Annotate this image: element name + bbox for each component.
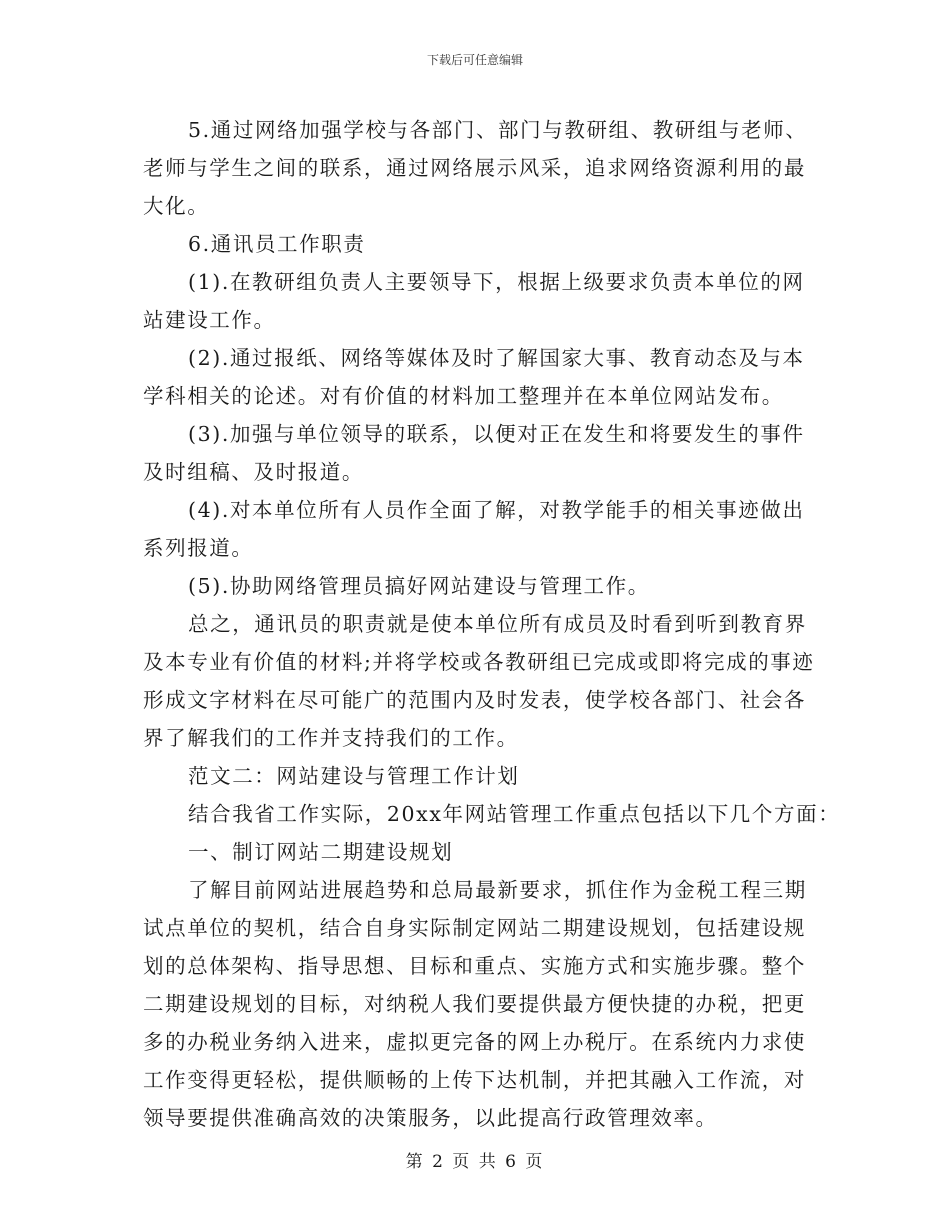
duty-1-line-1: (1).在教研组负责人主要领导下，根据上级要求负责本单位的网 [188,270,805,294]
intro-line-1: 结合我省工作实际，20xx年网站管理工作重点包括以下几个方面： [188,802,841,826]
duty-4-line-2: 系列报道。 [143,536,254,560]
section-1-heading: 一、制订网站二期建设规划 [188,840,454,864]
sample-2-title: 范文二：网站建设与管理工作计划 [188,764,520,788]
plan-line-1: 了解目前网站进展趋势和总局最新要求，抓住作为金税工程三期 [188,878,807,902]
paragraph-5-line-1: 5.通过网络加强学校与各部门、部门与教研组、教研组与老师、 [188,118,808,142]
duty-3-line-1: (3).加强与单位领导的联系，以便对正在发生和将要发生的事件 [188,422,805,446]
summary-line-2: 及本专业有价值的材料;并将学校或各教研组已完成或即将完成的事迹 [143,650,815,674]
document-body [143,111,841,1137]
plan-line-7: 领导要提供准确高效的决策服务，以此提高行政管理效率。 [143,1106,718,1130]
duty-2-line-2: 学科相关的论述。对有价值的材料加工整理并在本单位网站发布。 [143,384,784,408]
plan-line-2: 试点单位的契机，结合自身实际制定网站二期建设规划，包括建设规 [143,916,806,940]
duty-3-line-2: 及时组稿、及时报道。 [143,460,364,484]
summary-line-4: 界了解我们的工作并支持我们的工作。 [143,726,519,750]
section-6-heading: 6.通讯员工作职责 [188,232,366,256]
plan-line-3: 划的总体架构、指导思想、目标和重点、实施方式和实施步骤。整个 [143,954,806,978]
duty-1-line-2: 站建设工作。 [143,308,276,332]
duty-5-line-1: (5).协助网络管理员搞好网站建设与管理工作。 [188,574,650,598]
page-number-footer: 第 2 页 共 6 页 [405,1152,545,1172]
page-header: 下载后可任意编辑 [426,53,523,67]
plan-line-6: 工作变得更轻松，提供顺畅的上传下达机制，并把其融入工作流，对 [143,1068,806,1092]
summary-line-3: 形成文字材料在尽可能广的范围内及时发表，使学校各部门、社会各 [143,688,806,712]
paragraph-5-line-3: 大化。 [143,194,210,218]
plan-line-5: 多的办税业务纳入进来，虚拟更完备的网上办税厅。在系统内力求使 [143,1030,806,1054]
duty-4-line-1: (4).对本单位所有人员作全面了解，对教学能手的相关事迹做出 [188,498,805,522]
summary-line-1: 总之，通讯员的职责就是使本单位所有成员及时看到听到教育界 [188,612,807,636]
plan-line-4: 二期建设规划的目标，对纳税人我们要提供最方便快捷的办税，把更 [143,992,806,1016]
paragraph-5-line-2: 老师与学生之间的联系，通过网络展示风采，追求网络资源利用的最 [143,156,806,180]
duty-2-line-1: (2).通过报纸、网络等媒体及时了解国家大事、教育动态及与本 [188,346,805,370]
